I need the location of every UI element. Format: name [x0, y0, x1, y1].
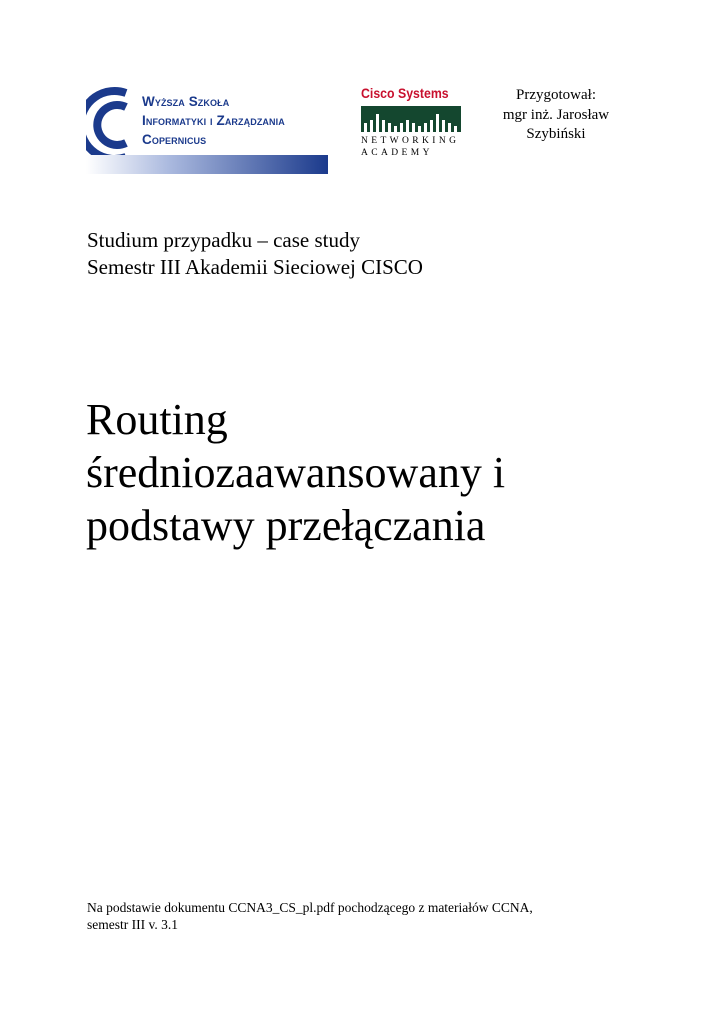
- document-subtitle: [87, 227, 423, 281]
- source-note: [87, 900, 647, 933]
- author-name-line-1: mgr inż. Jarosław: [502, 106, 610, 123]
- document-title: [86, 393, 505, 552]
- author-label: Przygotował:: [516, 87, 596, 103]
- cisco-logo-subtitle-line-1: NETWORKING: [361, 136, 460, 146]
- title-line-1: Routing: [86, 395, 228, 444]
- cisco-logo-subtitle: [361, 135, 461, 159]
- school-name-line-2: Informatyki i Zarządzania: [142, 113, 285, 128]
- school-name-line-1: Wyższa Szkoła: [142, 94, 230, 109]
- cisco-logo-title: Cisco Systems: [361, 85, 449, 101]
- author-name-line-2: Szybiński: [526, 126, 586, 142]
- subtitle-line-2: Semestr III Akademii Sieciowej CISCO: [87, 255, 423, 279]
- school-logo: [86, 85, 328, 175]
- author-block: [486, 86, 626, 145]
- source-note-line-2: semestr III v. 3.1: [87, 916, 178, 932]
- title-line-2: średniozaawansowany i: [86, 448, 506, 497]
- cisco-logo-subtitle-line-2: ACADEMY: [361, 148, 433, 158]
- school-name-line-3: Copernicus: [142, 132, 207, 147]
- subtitle-line-1: Studium przypadku – case study: [87, 228, 360, 252]
- source-note-line-1: Na podstawie dokumentu CCNA3_CS_pl.pdf pochodzącego z materiałów CCNA,: [87, 900, 533, 915]
- school-name: [142, 92, 285, 149]
- cisco-bridge-icon: [361, 106, 461, 132]
- cisco-networking-academy-logo: [361, 85, 461, 165]
- title-line-3: podstawy przełączania: [86, 501, 486, 550]
